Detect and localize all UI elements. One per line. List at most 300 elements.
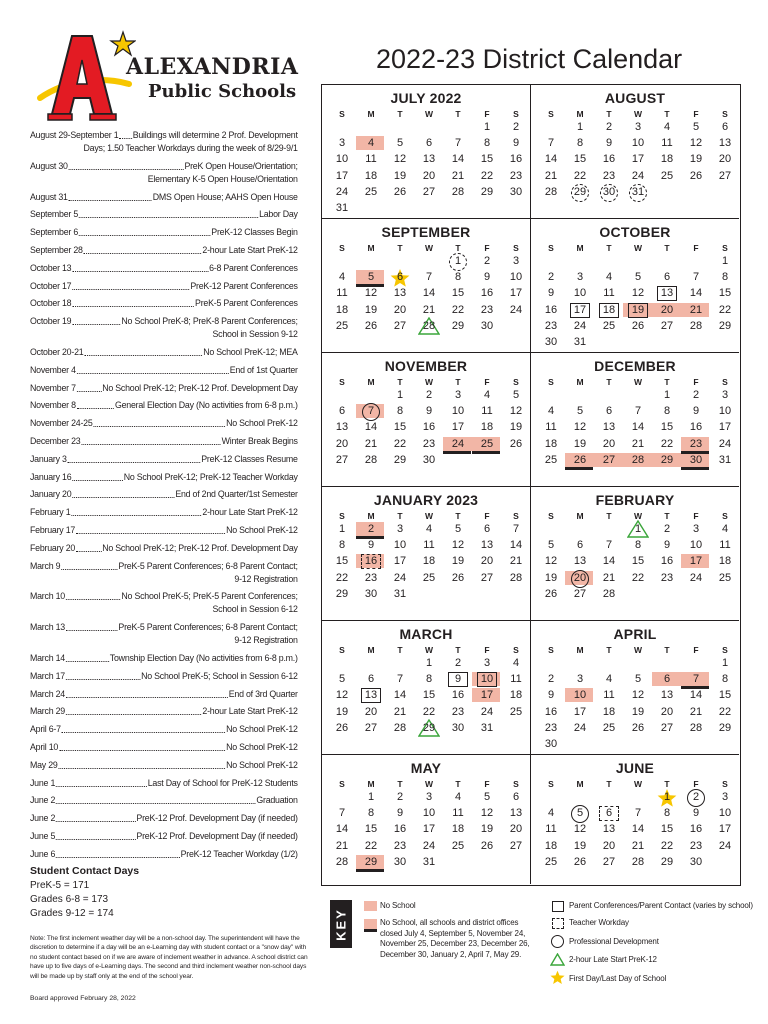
month-name: FEBRUARY [595,492,675,508]
calendar-day [682,570,710,586]
calendar-day [711,302,739,318]
event-row [30,471,298,484]
month-october [531,219,739,353]
leader-dots [69,169,184,170]
leader-dots [76,533,225,534]
day-number: 24 [480,706,494,718]
calendar-day [415,687,443,703]
day-number: 28 [689,320,703,332]
calendar-day [711,537,739,553]
calendar-day [711,671,739,687]
day-number: 6 [367,673,375,685]
day-number: 5 [634,271,642,283]
day-number: 29 [718,722,732,734]
calendar-day [415,537,443,553]
calendar-day [653,269,681,285]
month-march [322,621,531,755]
day-number: 20 [602,840,616,852]
event-row [30,741,298,754]
month-name: MAY [410,760,442,776]
day-number: 15 [718,689,732,701]
event-date: September 5 [30,209,79,221]
calendar-day [502,655,530,671]
professional-development-circle-icon [551,935,564,948]
day-number: 15 [660,823,674,835]
event-text: No School PreK-12; PreK-12 Prof. Development Day [102,542,298,554]
day-number: 16 [689,421,703,433]
leader-dots [56,821,135,822]
calendar-day [328,821,356,837]
leader-dots [71,515,201,516]
calendar-day [566,168,594,184]
event-continuation: 9-12 Registration [234,573,298,585]
event-text: No School PreK-12 [226,524,298,536]
day-number: 25 [718,572,732,584]
event-row [30,705,298,718]
day-number: 21 [631,438,645,450]
weekday-header: M [367,779,375,789]
day-number: 6 [605,405,613,417]
day-number: 1 [338,523,346,535]
event-text: PreK-12 Classes Begin [211,227,298,239]
calendar-title: 2022-23 District Calendar [376,44,683,74]
day-number: 6 [512,791,520,803]
calendar-day [357,537,385,553]
day-number: 11 [545,421,557,433]
day-number: 21 [451,170,465,182]
day-number: 15 [364,823,378,835]
day-number: 3 [721,389,729,401]
day-number: 19 [573,840,587,852]
calendar-day [537,671,565,687]
weekday-header: S [339,779,345,789]
day-number: 14 [689,287,703,299]
calendar-day [624,537,652,553]
day-number: 27 [480,572,494,584]
weekday-header: T [664,243,670,253]
day-number: 21 [602,572,616,584]
weekday-header: T [455,779,461,789]
calendar-day [415,570,443,586]
weekday-header: F [693,243,699,253]
day-number: 11 [510,673,522,685]
weekday-header: T [606,243,612,253]
month-name: AUGUST [604,90,666,106]
calendar-day [537,419,565,435]
month-january-2023 [322,487,531,621]
calendar-day [357,168,385,184]
event-text: PreK-12 Prof. Development Day (if needed) [136,813,298,825]
day-number: 20 [660,304,674,316]
day-number: 25 [335,320,349,332]
day-number: 18 [544,840,558,852]
first-last-day-star-icon [550,970,565,985]
calendar-day [595,151,623,167]
event-text: PreK-12 Prof. Development Day (if needed) [136,830,298,842]
calendar-day [595,720,623,736]
calendar-day [502,403,530,419]
calendar-day [502,269,530,285]
day-number: 29 [660,454,674,466]
day-number: 13 [335,421,349,433]
calendar-day [682,151,710,167]
day-number: 11 [365,153,377,165]
day-number: 20 [364,706,378,718]
calendar-day [473,805,501,821]
event-row [30,794,298,807]
leader-dots [93,426,225,427]
weekday-header: T [664,109,670,119]
day-number: 31 [480,722,494,734]
day-number: 24 [689,572,703,584]
day-number: 4 [454,791,462,803]
event-row [30,524,298,537]
calendar-day [624,687,652,703]
event-date: October 18 [30,298,72,310]
calendar-day [595,671,623,687]
event-date: January 3 [30,453,67,465]
day-number: 25 [451,840,465,852]
day-number: 25 [602,722,616,734]
day-number: 10 [509,271,523,283]
weekday-header: F [693,645,699,655]
event-text: No School PreK-12; PreK-12 Prof. Development Day [102,382,298,394]
weekday-header: S [548,243,554,253]
leader-dots [72,480,123,481]
event-date: December 23 [30,435,81,447]
calendar-day [711,687,739,703]
day-number: 3 [576,271,584,283]
weekday-header: F [693,779,699,789]
calendar-day [595,285,623,301]
day-number: 1 [663,791,671,803]
calendar-day [357,318,385,334]
calendar-day [595,687,623,703]
day-number: 1 [634,523,642,535]
calendar-day [473,269,501,285]
day-number: 17 [422,823,436,835]
day-number: 7 [634,807,642,819]
weekday-header: M [367,243,375,253]
calendar-day [328,537,356,553]
calendar-day [595,269,623,285]
leader-dots [84,253,202,254]
day-number: 11 [603,287,615,299]
calendar-day [386,838,414,854]
day-number: 24 [451,438,465,450]
day-number: 30 [602,186,616,198]
calendar-day [386,419,414,435]
leader-dots [66,630,118,631]
month-name: APRIL [613,626,657,642]
day-number: 25 [422,572,436,584]
day-number: 22 [364,840,378,852]
calendar-day [328,318,356,334]
month-name: OCTOBER [599,224,671,240]
day-number: 1 [425,657,433,669]
leader-dots [69,200,152,201]
day-number: 20 [422,170,436,182]
day-number: 13 [573,555,587,567]
event-text: PreK-5 Parent Conferences; 6-8 Parent Contact; [118,560,298,572]
weekday-header: S [339,511,345,521]
calendar-day [386,586,414,602]
day-number: 8 [634,539,642,551]
day-number: 1 [396,389,404,401]
calendar-day [502,671,530,687]
day-number: 13 [718,137,732,149]
day-number: 28 [631,454,645,466]
event-date: June 2 [30,813,56,825]
leader-dots [79,235,210,236]
calendar-day [444,521,472,537]
leader-dots [56,839,135,840]
calendar-day [473,168,501,184]
calendar-day [328,168,356,184]
calendar-day [711,570,739,586]
event-row [30,777,298,790]
calendar-day [444,720,472,736]
day-number: 9 [425,405,433,417]
calendar-day [473,537,501,553]
calendar-day [653,151,681,167]
day-number: 29 [718,320,732,332]
weekday-header: S [339,243,345,253]
day-number: 26 [393,186,407,198]
calendar-day [624,403,652,419]
calendar-day [328,838,356,854]
day-number: 26 [631,722,645,734]
event-continuation: 9-12 Registration [234,635,298,647]
calendar-day [502,302,530,318]
calendar-day [386,521,414,537]
calendar-day [386,135,414,151]
day-number: 24 [631,170,645,182]
day-number: 22 [660,840,674,852]
calendar-day [595,318,623,334]
parent-conference-square-icon [552,901,564,912]
calendar-day [328,135,356,151]
day-number: 19 [509,421,523,433]
weekday-header: S [339,645,345,655]
event-text: End of 1st Quarter [229,364,298,376]
calendar-day [473,419,501,435]
day-number: 20 [509,823,523,835]
day-number: 13 [660,287,674,299]
day-number: 26 [364,320,378,332]
teacher-workday-dashed-square-icon [552,918,564,929]
weekday-header: F [693,109,699,119]
calendar-day [624,269,652,285]
day-number: 30 [544,336,558,348]
calendar-day [473,838,501,854]
district-closed-bar [565,467,593,470]
calendar-day [444,168,472,184]
day-number: 5 [547,539,555,551]
calendar-day [473,184,501,200]
weekday-header: F [484,109,490,119]
day-number: 23 [364,572,378,584]
day-number: 30 [393,856,407,868]
calendar-day [566,553,594,569]
day-number: 29 [393,454,407,466]
weekday-header: F [484,243,490,253]
day-number: 23 [393,840,407,852]
weekday-header: M [367,511,375,521]
calendar-day [711,436,739,452]
no-school-highlight [652,672,709,686]
day-number: 27 [422,186,436,198]
day-number: 30 [364,588,378,600]
event-row [30,346,298,359]
calendar-day [595,586,623,602]
day-number: 12 [364,287,378,299]
calendar-day [444,403,472,419]
calendar-day [682,720,710,736]
day-number: 17 [689,555,703,567]
day-number: 23 [689,438,703,450]
calendar-day [415,553,443,569]
calendar-day [473,403,501,419]
key-late-start: 2-hour Late Start PreK-12 [569,955,657,964]
day-number: 20 [573,572,587,584]
day-number: 22 [718,304,732,316]
calendar-day [711,452,739,468]
calendar-day [328,285,356,301]
weekday-header: T [397,779,403,789]
calendar-day [624,704,652,720]
day-number: 26 [631,320,645,332]
month-name: MARCH [399,626,453,642]
event-row [30,488,298,501]
calendar-day [357,436,385,452]
day-number: 31 [422,856,436,868]
day-number: 11 [336,287,348,299]
district-closed-bar [356,869,384,872]
calendar-day [415,135,443,151]
weekday-header: T [664,645,670,655]
event-text: No School PreK-12 [226,418,298,430]
day-number: 12 [509,405,523,417]
weekday-header: T [397,377,403,387]
calendar-day [711,838,739,854]
day-number: 27 [660,722,674,734]
day-number: 4 [721,523,729,535]
calendar-day [473,302,501,318]
calendar-day [711,805,739,821]
day-number: 15 [718,287,732,299]
day-number: 19 [573,438,587,450]
weekday-header: M [576,779,584,789]
day-number: 16 [480,287,494,299]
calendar-day [328,854,356,870]
day-number: 30 [689,856,703,868]
event-text: PreK-12 Parent Conferences [190,280,298,292]
event-date: March 10 [30,591,65,603]
event-row [30,315,298,328]
day-number: 11 [423,539,435,551]
calendar-day [624,805,652,821]
day-number: 28 [544,186,558,198]
calendar-day [415,805,443,821]
weekday-header: S [548,377,554,387]
calendar-day [682,704,710,720]
day-number: 8 [338,539,346,551]
day-number: 28 [451,186,465,198]
calendar-day [328,720,356,736]
day-number: 7 [396,673,404,685]
day-number: 3 [512,255,520,267]
weekday-header: W [424,779,434,789]
day-number: 27 [335,454,349,466]
calendar-day [537,168,565,184]
calendar-day [415,403,443,419]
calendar-day [711,403,739,419]
calendar-day [357,805,385,821]
calendar-day [653,387,681,403]
day-number: 16 [509,153,523,165]
day-number: 24 [718,438,732,450]
day-number: 22 [422,706,436,718]
weekday-header: W [633,511,643,521]
day-number: 27 [364,722,378,734]
calendar-day [502,387,530,403]
event-date: September 6 [30,227,79,239]
calendar-day [566,537,594,553]
calendar-day [473,285,501,301]
calendar-day [328,586,356,602]
day-number: 14 [422,287,436,299]
weekday-header: F [693,377,699,387]
calendar-day [415,838,443,854]
day-number: 17 [335,170,349,182]
day-number: 28 [393,722,407,734]
day-number: 20 [480,555,494,567]
event-row [30,160,298,173]
calendar-day [357,285,385,301]
calendar-day [328,687,356,703]
event-row [30,435,298,448]
calendar-day [711,119,739,135]
day-number: 3 [692,523,700,535]
calendar-day [624,168,652,184]
day-number: 13 [393,287,407,299]
calendar-day [711,151,739,167]
calendar-day [595,436,623,452]
calendar-day [566,403,594,419]
calendar-day [502,119,530,135]
calendar-day [566,586,594,602]
day-number: 6 [483,523,491,535]
calendar-day [328,419,356,435]
day-number: 16 [689,823,703,835]
calendar-day [537,269,565,285]
day-number: 29 [573,186,587,198]
day-number: 3 [576,673,584,685]
day-number: 12 [689,137,703,149]
calendar-day [566,704,594,720]
leader-dots [84,355,202,356]
day-number: 29 [451,320,465,332]
day-number: 31 [718,454,732,466]
late-start-triangle-icon [550,953,565,966]
weekday-header: S [548,645,554,655]
day-number: 23 [544,722,558,734]
leader-dots [59,750,225,751]
day-number: 30 [422,454,436,466]
day-number: 7 [338,807,346,819]
day-number: 17 [480,689,494,701]
